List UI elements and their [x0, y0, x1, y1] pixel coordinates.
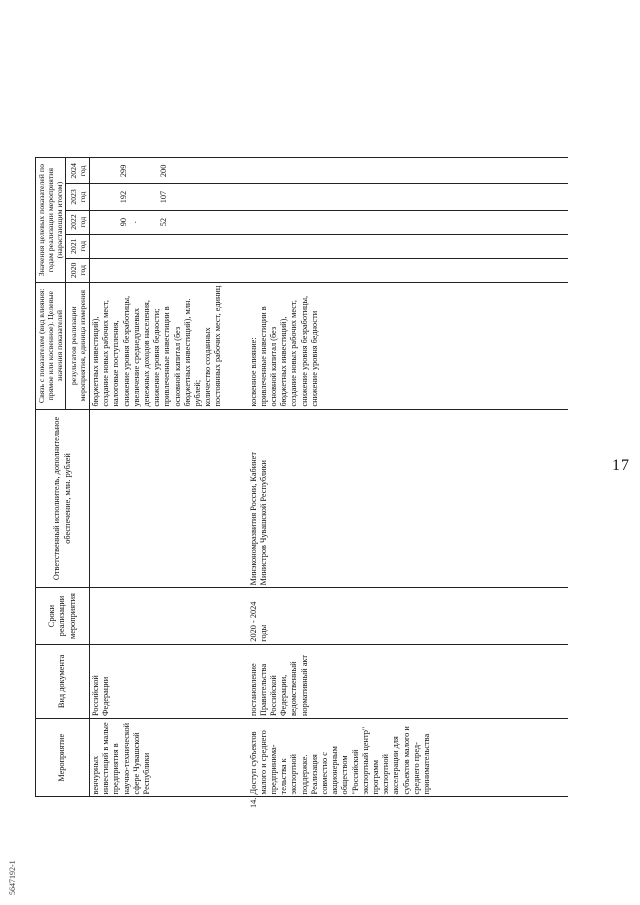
event-cell: венчурных инвестиций в малые предприятия в научно-технической сфере Чувашской Республики: [90, 719, 248, 797]
link-cell: косвенное влияние: привлеченные инвестиции в основной капитал (без бюджетных инвестиций), создание новых рабочих мест, снижение уровня безработицы, снижение уровня бедности: [248, 282, 568, 409]
dot-mark: .: [129, 221, 139, 224]
value-2024: [90, 158, 248, 184]
value-2023-jobs: 107: [159, 190, 169, 204]
terms-cell: 2020 - 2024 годы: [248, 588, 568, 644]
header-values: Значения целевых показателей по годам реализации мероприятия (нарастающим итогом): [36, 158, 66, 283]
value-2024-jobs: 200: [159, 164, 169, 178]
header-executor: Ответственный исполнитель, дополнительное обеспечение, млн. рублей: [36, 409, 90, 588]
value-2021: [248, 234, 568, 258]
value-2021: [90, 234, 248, 258]
table-row: [248, 17, 568, 810]
event-cell: Доступ субъектов малого и среднего предпринима-тельства к экспортной поддержке. Реализация совместно с акционерным обществом "Российский экспортный центр" программ экспортной акселерации для субъектов малого и среднего пред-принимательства: [248, 719, 568, 797]
value-2023: [248, 184, 568, 210]
link-text: бюджетных инвестиций), создание новых рабочих мест, налоговые поступления, снижение уровня безработицы, увеличение среднедушевых денежных доходов населения, снижение уровня бедности;: [91, 295, 162, 407]
value-2022: [248, 210, 568, 234]
header-year-2023: 2023 год: [66, 184, 90, 210]
table-row: [90, 17, 248, 810]
value-2023-investments: 192: [119, 190, 128, 204]
value-2023: [90, 184, 248, 210]
header-year-2020: 2020 год: [66, 258, 90, 282]
link-text-investments: привлеченные инвестиции в основной капитал (без бюджетных инвестиций), млн. рублей;: [162, 298, 203, 407]
value-2024: [248, 158, 568, 184]
header-doctype: Вид документа: [36, 644, 90, 718]
header-event: Мероприятие: [36, 719, 90, 797]
header-year-2021: 2021 год: [66, 234, 90, 258]
value-2022-investments: 90: [119, 217, 128, 227]
header-terms: Сроки реализации мероприятия: [36, 588, 90, 644]
executor-cell: Минэкономразвития России, Кабинет Министров Чувашской Республики: [248, 409, 568, 588]
document-id: 5647192-1: [8, 860, 17, 895]
header-link-bottom: результатов реализации мероприятия, единица измерения: [66, 282, 90, 409]
header-year-2022: 2022 год: [66, 210, 90, 234]
page-number: 17: [612, 457, 630, 474]
value-2024-investments: 299: [119, 164, 128, 178]
executor-cell: [90, 409, 248, 588]
header-year-2024: 2024 год: [66, 158, 90, 184]
value-2022-jobs: 52: [159, 217, 169, 227]
value-2020: [248, 258, 568, 282]
terms-cell: [90, 588, 248, 644]
row-number: 14.: [248, 797, 258, 808]
events-table: [35, 17, 568, 810]
doctype-cell: постановление Правительства Российской Федерации, ведомственный нормативный акт: [248, 644, 568, 718]
doctype-cell: Российской Федерации: [90, 644, 248, 718]
header-link-top: Связь с показателем (вид влияния: прямое или косвенное). Целевые значения показателей: [36, 282, 66, 409]
value-2022: [90, 210, 248, 234]
value-2020: [90, 258, 248, 282]
link-cell: [90, 282, 248, 409]
link-text-jobs: количество созданных постоянных рабочих мест, единиц: [203, 285, 223, 407]
